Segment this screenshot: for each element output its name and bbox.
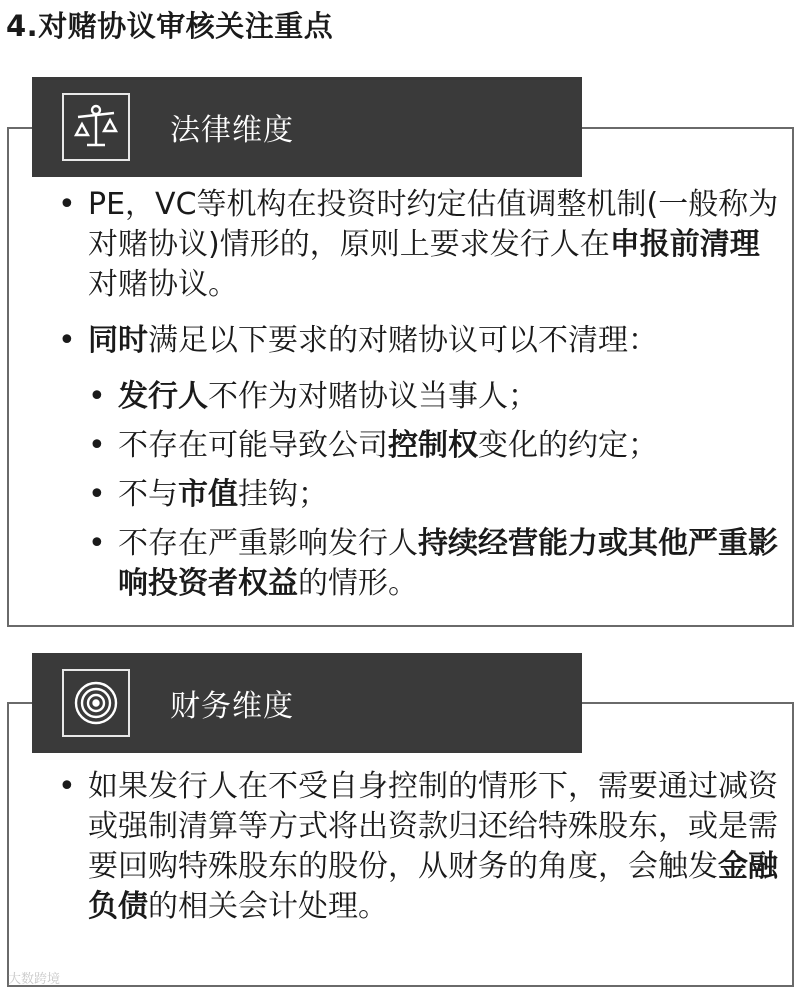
watermark: 大数跨境 <box>8 972 61 987</box>
text: 变化的约定； <box>478 428 658 463</box>
emphasis-text: 控制权 <box>388 428 478 463</box>
emphasis-text: 同时 <box>88 323 148 358</box>
bullet: • <box>88 477 106 512</box>
emphasis-text: 市值 <box>178 477 238 512</box>
text: 满足以下要求的对赌协议可以不清理： <box>148 323 658 358</box>
finance-section-content <box>58 767 782 943</box>
bullet: • <box>58 187 76 222</box>
list-item <box>58 767 782 927</box>
list-item <box>58 185 782 305</box>
bullet: • <box>88 428 106 463</box>
emphasis-text: 金融负债 <box>88 849 778 924</box>
text: 不存在严重影响发行人 <box>118 526 418 561</box>
text: 挂钩； <box>238 477 328 512</box>
legal-section-title: 法律维度 <box>170 113 294 148</box>
sub-list-item <box>58 475 782 515</box>
bullet: • <box>88 526 106 561</box>
text: 不与 <box>118 477 178 512</box>
bullet: • <box>88 379 106 414</box>
target-icon <box>62 669 130 737</box>
text: 不作为对赌协议当事人； <box>208 379 538 414</box>
scales-icon <box>62 93 130 161</box>
legal-section-header <box>32 77 582 177</box>
sub-list-item <box>58 377 782 417</box>
bullet: • <box>58 769 76 804</box>
emphasis-text: 申报前清理 <box>609 227 760 262</box>
text: 如果发行人在不受自身控制的情形下，需要通过减资或强制清算等方式将出资款归还给特殊股东，或是需要回购特殊股东的股份，从财务的角度，会触发 <box>88 769 778 884</box>
emphasis-text: 发行人 <box>118 379 208 414</box>
list-item <box>58 321 782 361</box>
legal-section-content <box>58 185 782 613</box>
finance-section-header <box>32 653 582 753</box>
text: 的情形。 <box>298 566 418 601</box>
page-title: 4.对赌协议审核关注重点 <box>6 9 334 43</box>
text: 的相关会计处理。 <box>148 889 388 924</box>
finance-section-title: 财务维度 <box>170 689 294 724</box>
emphasis-text: 持续经营能力或其他严重影响投资者权益 <box>118 526 778 601</box>
text: 对赌协议。 <box>88 267 238 302</box>
sub-list-item <box>58 524 782 604</box>
bullet: • <box>58 323 76 358</box>
text: PE，VC等机构在投资时约定估值调整机制(一般称为对赌协议)情形的，原则上要求发行人在 <box>88 187 779 262</box>
sub-list-item <box>58 426 782 466</box>
text: 不存在可能导致公司 <box>118 428 388 463</box>
